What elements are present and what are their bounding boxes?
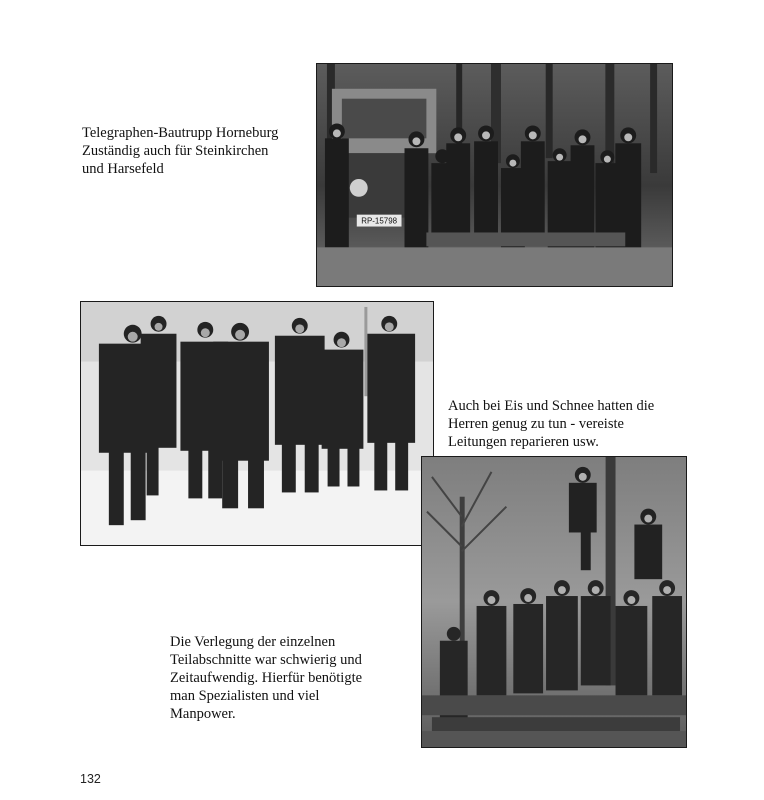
photo-crew-at-telegraph-pole <box>421 456 687 748</box>
photo-crew-in-snow-image <box>81 302 433 545</box>
photo-crew-in-snow <box>80 301 434 546</box>
photo-crew-at-telegraph-pole-image <box>422 457 686 747</box>
photo-crew-with-truck <box>316 63 673 287</box>
truck-license-plate: RP-15798 <box>361 216 398 226</box>
caption-snow-work: Auch bei Eis und Schnee hatten die Herren genug zu tun - vereiste Leitungen reparieren usw. <box>448 398 655 450</box>
page-number: 132 <box>80 772 101 786</box>
caption-cable-laying: Die Verlegung der einzelnen Teilabschnitte war schwierig und Zeitaufwendig. Hierfür benötigte man Spezialisten und viel Manpower. <box>170 634 363 722</box>
caption-telegraph-crew: Telegraphen-Bautrupp Horneburg Zuständig auch für Steinkirchen und Harsefeld <box>82 125 279 177</box>
photo-crew-with-truck-image <box>317 64 672 286</box>
